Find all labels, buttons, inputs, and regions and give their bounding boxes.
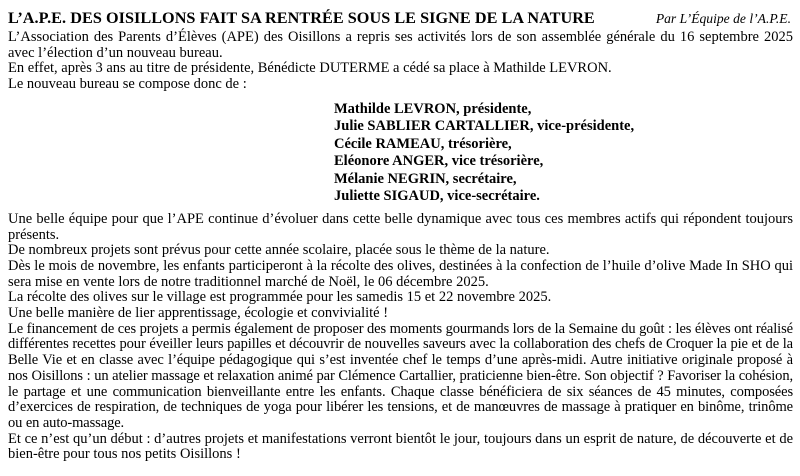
- board-member: Juliette SIGAUD, vice-secrétaire.: [334, 188, 540, 205]
- intro-paragraph: L’Association des Parents d’Élèves (APE) des Oisillons a repris ses activités lors de son assemblée générale du 16 septembre 2025 avec l’élection d’un nouveau bureau.: [8, 29, 793, 61]
- board-member: Cécile RAMEAU, trésorière,: [334, 135, 512, 152]
- article-byline: Par L’Équipe de l’A.P.E.: [655, 11, 791, 26]
- article-title: L’A.P.E. DES OISILLONS FAIT SA RENTRÉE SOUS LE SIGNE DE LA NATURE: [8, 9, 595, 27]
- body-paragraph: Une belle équipe pour que l’APE continue d’évoluer dans cette belle dynamique avec tous ces membres actifs qui répondent toujours présents.: [8, 210, 793, 243]
- intro-paragraph: En effet, après 3 ans au titre de présidente, Bénédicte DUTERME a cédé sa place à Mathilde LEVRON.: [8, 60, 612, 77]
- body-paragraph: Le financement de ces projets a permis également de proposer des moments gourmands lors de la Semaine du goût : les élèves ont réalisé différentes recettes pour éveiller leurs papilles et découvrir de nouvelles saveurs avec la collaboration des chefs de Croquer la pie et de la Belle Vie et en classe avec l’équipe pédagogique qui s’est inventée chef le temps d’une après-midi. Autre initiative originale proposé à nos Oisillons : un atelier massage et relaxation animé par Clémence Cartallier, praticienne bien-être. Son objectif ? Favoriser la cohésion, le partage et une communication bienveillante entre les enfants. Chaque classe bénéficiera de six séances de 45 minutes, composées d’exercices de respiration, de techniques de yoga pour libérer les tensions, et de manœuvres de massage à pratiquer en binôme, trinôme ou en auto-massage.: [8, 320, 793, 431]
- body-paragraph: Dès le mois de novembre, les enfants participeront à la récolte des olives, destinées à la confection de l’huile d’olive Made In SHO qui sera mise en vente lors de notre traditionnel marché de Noël, le 06 décembre 2025.: [8, 257, 793, 290]
- board-member: Julie SABLIER CARTALLIER, vice-présidente,: [334, 118, 635, 135]
- article-body: [8, 30, 793, 463]
- body-paragraph: De nombreux projets sont prévus pour cette année scolaire, placée sous le thème de la nature.: [8, 242, 550, 259]
- body-paragraph: La récolte des olives sur le village est programmée pour les samedis 15 et 22 novembre 2025.: [8, 289, 552, 306]
- body-paragraph: Une belle manière de lier apprentissage, écologie et convivialité !: [8, 305, 389, 322]
- intro-paragraph: Le nouveau bureau se compose donc de :: [8, 76, 247, 93]
- board-member: Eléonore ANGER, vice trésorière,: [334, 153, 544, 170]
- board-member: Mélanie NEGRIN, secrétaire,: [334, 170, 517, 187]
- article-header: [8, 6, 793, 30]
- body-paragraph: Et ce n’est qu’un début : d’autres projets et manifestations verront bientôt le jour, toujours dans un esprit de nature, de découverte et de bien-être pour tous nos petits Oisillons !: [8, 430, 793, 463]
- board-member: Mathilde LEVRON, présidente,: [334, 100, 532, 117]
- board-members-list: [334, 101, 793, 206]
